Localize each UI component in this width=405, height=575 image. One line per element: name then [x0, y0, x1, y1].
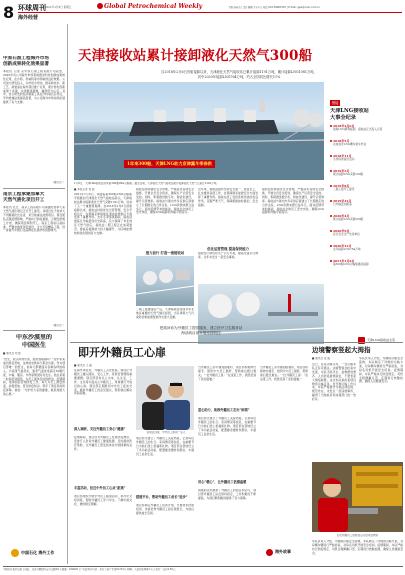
lead-deck-line2: 其中2020年接卸LNG764万吨，约占全国同比增长11% — [197, 75, 281, 79]
timeline-entry — [330, 139, 402, 154]
rb-col1: 近日，在某边境口岸，一支运输车队正有序通关。边境警察在检查中发现，车队手续齐全、货物摆放整齐、人员防疫措施到位，不禁竖起大拇指称赞。这支车队承担着项目物资运输任务，自开展运输工作以来，车队严格遵守当地法律法规，规范作业，未发生一起违规事件，赢得了当地政府和边境部门的一致好评。 — [312, 363, 356, 402]
rb-byline: ■ 通讯员 张 强 — [312, 357, 330, 360]
feature-headline: 即开外籍员工心扉 — [78, 346, 166, 359]
story1-title — [3, 56, 65, 68]
feature-col3-subhead: 爱心助力，助推外籍员工走出“困境” — [198, 408, 250, 412]
timeline-date: 2020年12月 — [330, 244, 402, 248]
feature-col1-subhead2: 丰富活动，拉近中外员工心灵“距离” — [74, 486, 126, 490]
lead-col1: 2021年1月6日，伴随着第300船LNG运输船平稳靠泊天津液化天然气接收站码头，天津接收站累计接卸液化天然气突破1191万吨，迎来了又一个重要里程碑。自2018年2月6日首船接卸以来，接收站持续优化运营管理，安全平稳运行，在保障京津冀地区清洁能源供应方面发挥了重要作用。去年冬季保供期间，接收站最高日外输量创历史新高，有力保障了华北地区天然气供应。接收站二期工程正在加紧建设，建成后接卸能力将大幅提升，为区域能源结构优化提供有力支撑。 — [74, 193, 132, 236]
lead-col3b: 接收站不断优化生产运行方案，提高设备运行效率，全年未发生一起安全事故。 — [198, 252, 258, 259]
timeline-text: 第300船LNG运输船靠泊接卸 — [333, 262, 369, 266]
feature-col2b: 项目部制定外籍员工培训计划，开展技术技能培训，选拔优秀外籍员工担任班组长，为他们提供成长空间。 — [136, 504, 194, 515]
timeline-text: 冬季保供首次启动 — [333, 157, 355, 161]
feature-col2-subhead: 搭建平台，帮助外籍员工成长“进步” — [136, 495, 188, 499]
sidebar-logo — [11, 548, 65, 558]
terminal-logo-icon — [358, 337, 365, 344]
lead-photo — [74, 82, 324, 180]
feature-col1: 在海外项目部，外籍员工占比较高。如何让外籍员工融入团队、安心工作，是项目管理的重要课题。项目部坚持以人为本，从生活、工作、文化等方面关心外籍员工，用真情打开他们的心扉。项目部定期组织中外员工座谈交流，倾听外籍员工的意见建议，帮助他们解决实际困难。 — [74, 369, 132, 396]
lead-col4: 接收站持续强化安全管理，严格落实各项安全措施，开展全员安全培训，确保生产运营安全受控。同时，积极推进数字化、智能化建设，提升运营效率。接收站与国内外多家供应商建立了长期稳定的合作关系，LNG资源来源日益多元。面对疫情带来的挑战，接收站全体员工坚守岗位，确保LNG接卸和外输平稳有序。 — [262, 188, 324, 215]
timeline-title-line2: 大事全纪录 — [330, 115, 356, 121]
rb-col2: 车队负责人介绍，为确保运输安全高效，车队制定了详细的运输方案，对每辆车辆进行严格检查，对每名司机开展安全培训。疫情期间，车队严格执行防疫规定，司机全程佩戴口罩，定期进行核酸检测，确保人员健康安全。 — [359, 357, 403, 384]
story1-title-line2: 创新成果转化效果显著 — [3, 62, 49, 67]
timeline-date: 2019年3月 — [330, 169, 402, 173]
footer-rule — [3, 566, 403, 567]
timeline-date: 2020年4月 — [330, 214, 402, 218]
timeline-footer-text: 天津LNG接收站全景 — [367, 338, 396, 342]
timeline-text: 累计接卸LNG突破200船 — [333, 217, 364, 221]
feature-col4: 当外籍员工家中遇到困难时，项目部积极伸出援手，组织中方员工捐款，帮助他们渡过难关。一位外籍员工说：“在这里工作，我感受到了家的温暖。” — [260, 366, 308, 381]
timeline-date: 2019年8月 — [330, 184, 402, 188]
masthead-rule — [18, 12, 402, 13]
timeline-entry — [330, 214, 402, 229]
middle-banner-line2: 海油项目部开展疫情防控 — [181, 331, 221, 335]
timeline-entry — [330, 229, 402, 244]
timeline-title-line1: 天津LNG接收站 — [330, 108, 369, 114]
worker-with-equipment-illustration — [312, 462, 403, 532]
timeline-entry — [330, 259, 402, 274]
date-line: 2021年1月8日 星期五 — [45, 6, 72, 9]
feature-logo-text: 海外故事 — [275, 549, 291, 554]
story3-title-line2: 中国医生 — [21, 342, 46, 349]
feature-col1b: 疫情期间，项目部为外籍员工发放防疫物资，安排专人负责外籍员工健康监测，及时提供医疗帮助，让外籍员工感受到来自中国同事的关怀。 — [74, 436, 132, 451]
lead-col2: 接收站持续强化安全管理，严格落实各项安全措施，开展全员安全培训，确保生产运营安全受控。同时，积极推进数字化、智能化建设，提升运营效率。接收站与国内外多家供应商建立了长期稳定的合作关系，LNG资源来源日益多元。面对疫情带来的挑战，接收站全体员工坚守岗位，确保LNG接卸和外输平稳有序。 — [136, 188, 194, 215]
timeline-text: 全年接卸LNG764万吨 — [333, 247, 361, 251]
story3-byline: ■ 通讯员 刘 凯 — [3, 352, 21, 355]
info-line: 主编 孙向东 | 责任编辑 王小石 | 电话 010-59963187 | E-mail: gpw@cnpc.com.cn — [228, 6, 320, 9]
story1-body: 本报讯 记者 从中原石油工程有限公司获悉，2020年该公司海外市场积极推进科技创新成果转化应用，在沙特、科威特等市场取得良好效果。公司加大研发投入，以市场为导向，推动新技术、新工艺、新装备在海外项目推广应用，累计转化创新成果十余项，实现提速提效，赢得甲方认可。其中，自主研发的钻井提速工具在沙特项目应用后，平均机械钻速提高显著，为公司海外市场持续拓展提供了有力支撑。 — [3, 70, 65, 105]
feature-byline: ■ 通讯员 王 磊 — [74, 364, 92, 367]
timeline-entry — [330, 169, 402, 184]
timeline-date: 2019年12月 — [330, 199, 402, 203]
rb-photo-caption: 石化机械员工加班加点运送项目物资 — [336, 534, 379, 537]
story2-title — [3, 192, 65, 204]
timeline-date: 2018年5月 — [330, 139, 402, 143]
story1-byline: （通讯员 ） — [51, 181, 65, 184]
terminal-aerial-illustration — [136, 256, 194, 306]
sub-section: 海外经营 — [18, 15, 39, 21]
story2-body: 本报讯 近日，南京工程有限公司承建的加拿大某天然气液化项目正式开工建设。该项目位于加拿大不列颠哥伦比亚省，是当地重点能源项目。项目团队克服疫情影响，严格执行防疫措施，合理安排施工计划，确保项目顺利开工。南京工程将以高标准、严要求推进项目建设，全力打造精品工程，进一步提升中国石化品牌在北美市场的影响力。 — [3, 206, 65, 233]
timeline-title — [330, 108, 402, 122]
timeline-entry — [330, 199, 402, 214]
sidebar-logo-text: 中国石化 海外工作 — [21, 550, 55, 555]
lead-headline: 天津接收站累计接卸液化天然气300船 — [78, 48, 313, 64]
lead-inset-photo — [136, 256, 194, 306]
feature-photo — [136, 366, 194, 430]
story2-byline: （通讯员 ） — [51, 324, 65, 327]
left-sidebar — [3, 24, 65, 564]
timeline-text: 完成首次LNG槽车装车作业 — [333, 142, 367, 146]
story1-title-line1: 中原石油工程海外市场 — [3, 56, 49, 61]
two-workers-portrait-illustration — [136, 366, 194, 430]
lead-col3: 近年来，接收站始终坚持安全第一、质量至上，扎实推进各项工作，在保障国家能源安全方面发挥了重要作用。接收站员工发扬连续作战的优良作风，克服严寒天气，保障船舶按时靠泊、安全接卸。 — [198, 188, 258, 207]
story3-body: “医生，我头疼得厉害，能帮我看看吗？”在中东某油田项目营地，这样的求助每天都会出现。作为项目部唯一的医生，他每天都要面对各种各样的病人。沙漠里气候恶劣，夏季气温常常超过50摄氏度，中暑、腹泻、外伤等情况时有发生。他总是第一时间赶到现场，为员工提供及时的救治。疫情期间，他承担起营地防疫工作，每天为员工测量体温、消毒营地、普及防疫知识，筑牢了项目部的防疫屏障。他说：“守护好大家的健康，就是我最大的心愿。” — [3, 358, 65, 397]
feature-col1-subhead: 深入调研，关注外籍员工身心“健康” — [74, 427, 126, 431]
middle-banner — [86, 326, 316, 338]
feature-photo-caption: 在项目部里，中外员工如同一家人 — [146, 431, 186, 434]
feature-col3-subhead2: 用心“暖心”，让外籍员工倍感温暖 — [198, 480, 247, 484]
feature-story — [70, 344, 310, 564]
overseas-story-icon — [266, 549, 273, 556]
timeline-tag: 链接 — [332, 101, 339, 105]
brand-logo-icon — [97, 3, 103, 9]
timeline-entry — [330, 124, 402, 139]
feature-col3: 当外籍员工家中遇到困难时，项目部积极伸出援手，组织中方员工捐款，帮助他们渡过难关。一位外籍员工说：“在这里工作，我感受到了家的温暖。” — [198, 366, 256, 381]
section-name: 环球周刊 — [18, 3, 46, 12]
timeline-box — [330, 100, 402, 350]
feature-col1c: 项目部组织开展中外员工联谊活动，举办中文培训班，帮助外籍员工学习中文、了解中国文化，增进相互理解。 — [74, 495, 132, 506]
timeline-date: 2021年1月6日 — [330, 259, 402, 263]
feature-col2: 项目部还建立了外籍员工关爱档案，记录每位外籍员工的生日、家庭情况等信息，在重要节日为他们送上祝福和礼物。项目部在营地设立了多功能活动室，配置健身器材和图书，丰富员工业余生活。 — [136, 437, 194, 456]
story3-title — [3, 334, 65, 350]
sinopec-logo-icon — [11, 549, 19, 557]
rb-photo — [312, 462, 403, 532]
middle-banner-line1: 把疏问诊为外籍员工提供服务，建立医疗卫生服务站 — [159, 326, 243, 330]
brand-en: Global Petrochemical Weekly — [104, 3, 203, 10]
footer-text: 中国石化报社出版 | 地址：北京市朝阳区吉市口路9号 | 邮编：100020 | 广告经营许可证：京东工商广字第0174号 | 印刷：人民日报印务中心 | 定价：每份1.50元 — [3, 568, 176, 571]
lead-photo-caption: 1月6日，天津LNG接收站迎来第300艘LNG运输船。截至目前，天津液化天然气接收站累计接卸液化天然气已超过1191万吨。 — [74, 182, 219, 185]
column-rule — [67, 24, 68, 564]
timeline-entry — [330, 244, 402, 259]
photo-banner: 1年来300船，天津LNG助力京津冀冬季保供 — [124, 160, 215, 168]
feature-logo — [266, 548, 310, 558]
lead-col2-subhead: 接力前行 打造一流接收站 — [145, 251, 185, 255]
timeline-date: 2018年2月6日 — [330, 124, 402, 128]
right-bottom-story — [312, 344, 403, 564]
feature-col3b: 项目部还建立了外籍员工关爱档案，记录每位外籍员工的生日、家庭情况等信息，在重要节日为他们送上祝福和礼物。项目部在营地设立了多功能活动室，配置健身器材和图书，丰富员工业余生活。 — [198, 417, 256, 436]
lead-byline: ■ 本报记者 刘 斌 — [74, 188, 95, 191]
timeline-entry — [330, 184, 402, 199]
timeline-text: 获评安全生产先进单位 — [333, 232, 360, 236]
timeline-date: 2018年11月 — [330, 154, 402, 158]
rb-col-bottom: 车队负责人介绍，为确保运输安全高效，车队制定了详细的运输方案，对每辆车辆进行严格检查，对每名司机开展安全培训。疫情期间，车队严格执行防疫规定，司机全程佩戴口罩，定期进行核酸检测，确保人员健康安全。 — [312, 540, 403, 555]
timeline-entry — [330, 154, 402, 169]
timeline-list — [330, 124, 402, 274]
rb-headline: 边境警察竖起大拇指 — [312, 346, 371, 354]
page-number: 8 — [3, 3, 15, 22]
story3-title-line1: 中东沙漠里的 — [15, 334, 52, 341]
divider — [3, 330, 65, 331]
timeline-text: 二期工程开工建设 — [333, 187, 355, 191]
story2-title-line2: 天然气液化项目开工 — [3, 198, 45, 203]
story2-title-line1: 南京工程承建加拿大 — [3, 192, 45, 197]
lead-deck-line1: 自2018年2月6日首船接卸以来，天津液化天然气接收站已累计接卸1191万吨，累计接卸LNG1081万吨， — [161, 70, 317, 74]
lead-col2b: 二期工程建成投产后，天津接收站将成为华北地区重要的天然气储运枢纽，为京津冀大气污染防治和能源保供作出更大贡献。 — [136, 308, 194, 319]
feature-col3c: 真诚的关怀换来了外籍员工的信任和认可，项目部外籍员工队伍保持稳定，工作积极性不断提高，为项目顺利推进提供了有力保障。 — [198, 489, 256, 500]
timeline-text: 首船LNG顺利接卸，接收站正式投入运营 — [333, 127, 383, 131]
timeline-date: 2020年9月 — [330, 229, 402, 233]
section-rule — [70, 342, 403, 343]
divider — [3, 188, 65, 189]
lead-deck — [114, 70, 364, 80]
masthead — [0, 0, 405, 22]
lead-col3-subhead: 优化运营管理 提高保供能力 — [207, 247, 249, 251]
timeline-text: 累计接卸LNG突破100船 — [333, 172, 364, 176]
timeline-text: 日外输量创新高 — [333, 202, 352, 206]
